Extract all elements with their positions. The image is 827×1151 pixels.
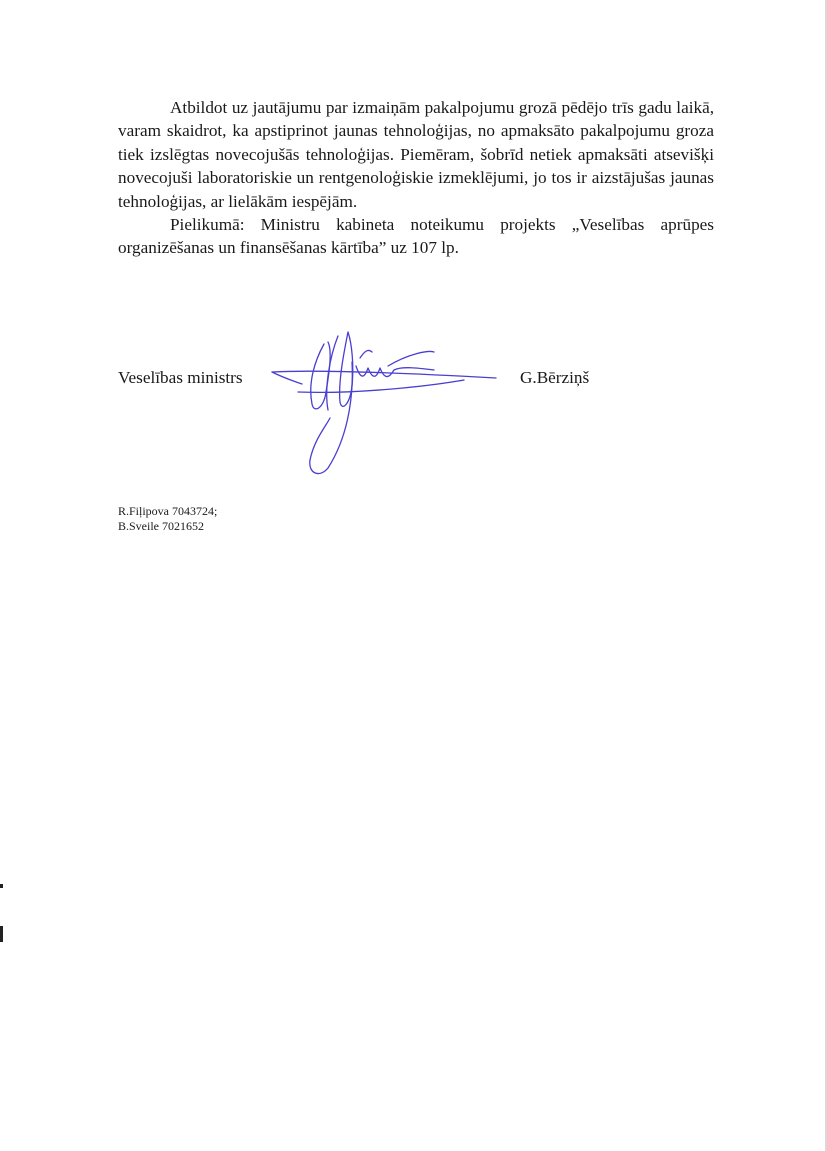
signatory-name: G.Bērziņš	[520, 368, 590, 387]
contact-line: R.Fiļipova 7043724;	[118, 504, 218, 518]
scan-edge-mark	[0, 884, 3, 888]
body-text	[118, 96, 714, 260]
paragraph-attachment: Pielikumā: Ministru kabineta noteikumu projekts „Veselības aprūpes organizēšanas un finansēšanas kārtība” uz 107 lp.	[118, 215, 714, 258]
paragraph-answer: Atbildot uz jautājumu par izmaiņām pakalpojumu grozā pēdējo trīs gadu laikā, varam skaidrot, ka apstiprinot jaunas tehnoloģijas, no apmaksāto pakalpojumu groza tiek izslēgtas novecojušās tehnoloģijas. Piemēram, šobrīd netiek apmaksāti atsevišķi novecojuši laboratoriskie un rentgenoloģiskie izmeklējumi, jo tos ir aizstājušas jaunas tehnoloģijas, ar lielākām iespējām.	[118, 98, 714, 211]
contact-line: B.Sveile 7021652	[118, 519, 204, 533]
handwritten-signature	[268, 322, 504, 480]
contact-info	[118, 504, 217, 534]
signatory-title: Veselības ministrs	[118, 368, 243, 387]
scan-edge-mark	[0, 926, 3, 942]
